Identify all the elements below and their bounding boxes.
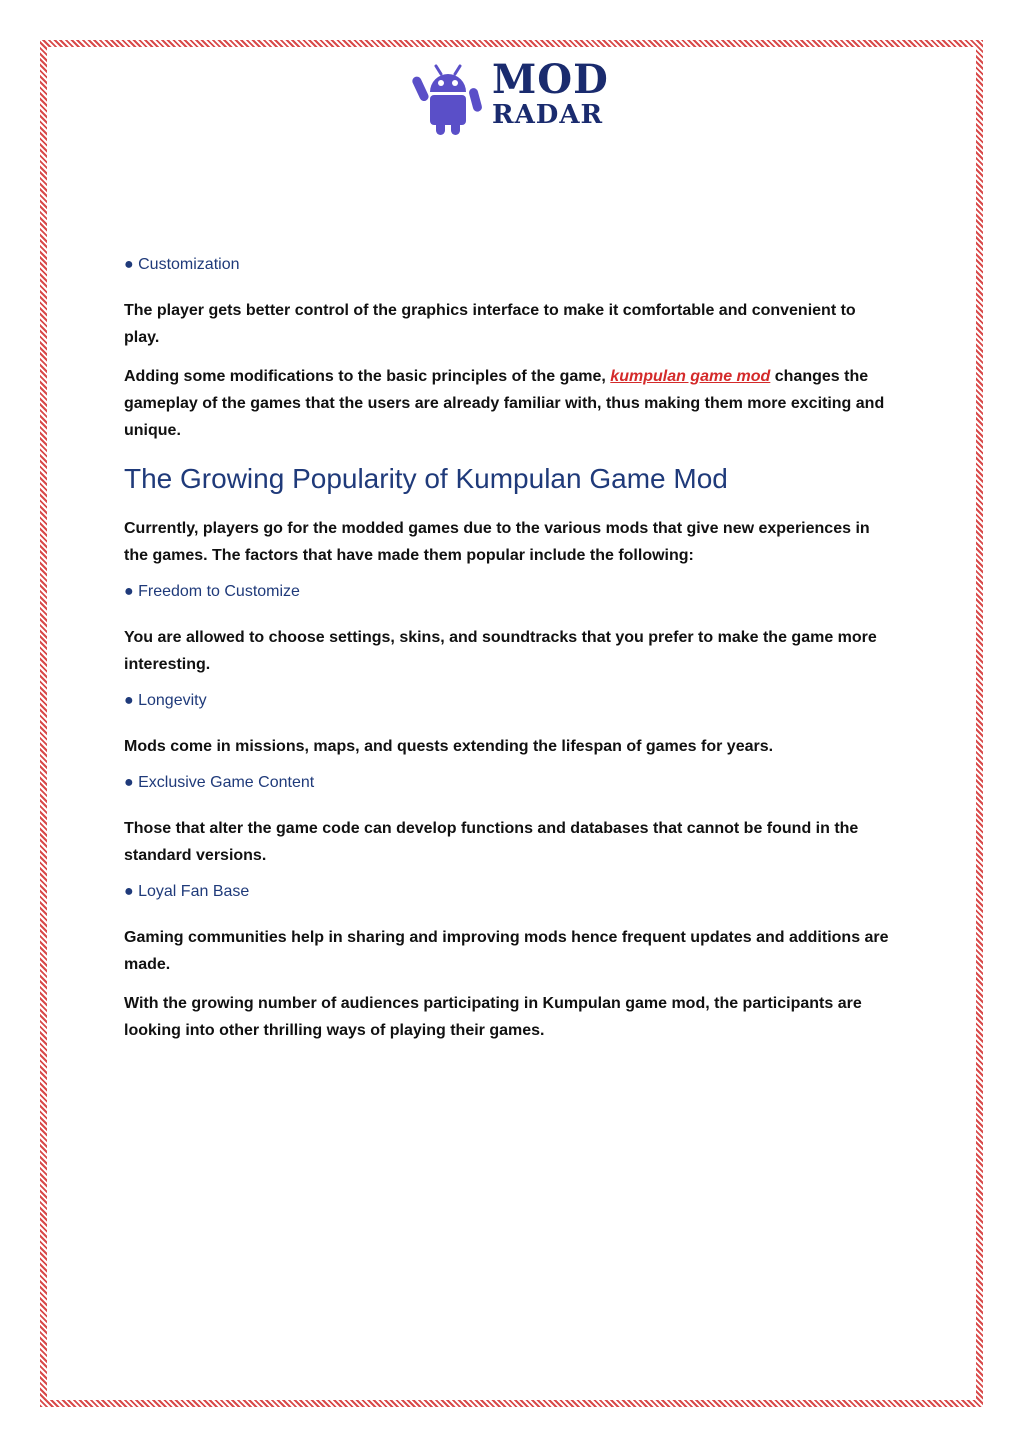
bullet-exclusive: ● Exclusive Game Content	[124, 774, 315, 791]
paragraph-modifications	[124, 363, 894, 444]
document-body	[124, 254, 894, 1056]
paragraph-game-code: Those that alter the game code can develop functions and databases that cannot be found in the standard versions.	[124, 820, 859, 864]
mod-radar-logo	[412, 58, 612, 138]
logo-text-radar: RADAR	[492, 100, 604, 130]
paragraph-missions: Mods come in missions, maps, and quests extending the lifespan of games for years.	[124, 738, 774, 755]
paragraph-audiences: With the growing number of audiences participating in Kumpulan game mod, the participants are looking into other thrilling ways of playing their games.	[124, 995, 862, 1039]
paragraph-text: Adding some modifications to the basic principles of the game,	[124, 368, 606, 385]
bullet-freedom: ● Freedom to Customize	[124, 583, 300, 600]
android-robot-icon	[412, 58, 492, 138]
bullet-longevity: ● Longevity	[124, 692, 207, 709]
paragraph-settings: You are allowed to choose settings, skins, and soundtracks that you prefer to make the game more interesting.	[124, 629, 877, 673]
paragraph-graphics-control: The player gets better control of the graphics interface to make it comfortable and convenient to play.	[124, 302, 856, 346]
bullet-fan-base: ● Loyal Fan Base	[124, 883, 250, 900]
paragraph-communities: Gaming communities help in sharing and improving mods hence frequent updates and additions are made.	[124, 929, 889, 973]
kumpulan-game-mod-link[interactable]: kumpulan game mod	[610, 368, 771, 385]
paragraph-currently: Currently, players go for the modded games due to the various mods that give new experiences in the games. The factors that have made them popular include the following:	[124, 520, 870, 564]
logo-text-mod: MOD	[492, 56, 609, 103]
section-heading: The Growing Popularity of Kumpulan Game Mod	[124, 463, 728, 494]
paragraph-text: changes the gameplay of the games that the users are already familiar with, thus making them more exciting and unique.	[124, 368, 885, 439]
bullet-customization: ● Customization	[124, 256, 240, 273]
